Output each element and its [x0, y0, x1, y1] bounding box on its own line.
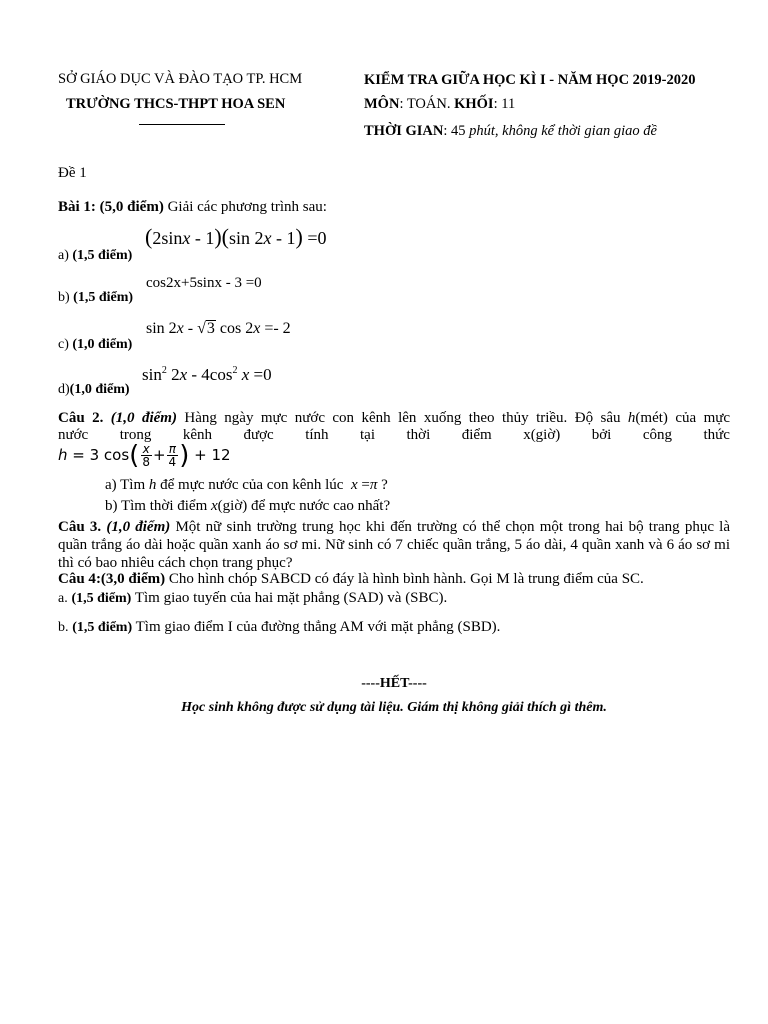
cau2-label: Câu 2. [58, 410, 104, 426]
item-d-letter: d) [58, 382, 70, 397]
equation-b: cos2x+5sinx - 3 =0 [146, 275, 262, 291]
school-name: TRƯỜNG THCS-THPT HOA SEN [66, 96, 286, 112]
time-line [364, 123, 657, 140]
cau4-a-points: (1,5 điểm) [71, 591, 132, 606]
cau4-a-text: Tìm giao tuyến của hai mặt phẳng (SAD) và (SBC). [134, 590, 448, 606]
cau4-b-text: Tìm giao điểm I của đường thẳng AM với mặt phẳng (SBD). [135, 619, 501, 635]
exam-code: Đề 1 [58, 165, 87, 181]
cau2-var-h: h [627, 410, 636, 426]
equation-a: (2sinx - 1)(sin 2x - 1) =0 [145, 224, 327, 249]
sub-a-end: ? [381, 477, 388, 493]
word: tính [305, 427, 329, 443]
cau4-a [58, 590, 447, 607]
cau4-b-letter: b. [58, 620, 69, 635]
footer-note: Học sinh không được sử dụng tài liệu. Giám thị không giải thích gì thêm. [181, 700, 607, 715]
word: kênh [182, 427, 213, 443]
subject-label: MÔN [364, 96, 400, 112]
bai1-points: (5,0 điểm) [99, 199, 164, 215]
sub-a-post: để mực nước của con kênh lúc [160, 477, 344, 493]
cau2-line2 [58, 427, 730, 444]
item-b-letter: b) [58, 290, 70, 305]
subject-value: : TOÁN. [399, 96, 451, 112]
department-name: SỞ GIÁO DỤC VÀ ĐÀO TẠO TP. HCM [58, 71, 303, 87]
item-a-points: (1,5 điểm) [72, 248, 133, 263]
time-note: phút, không kể thời gian giao đề [469, 123, 657, 139]
word: trong [119, 427, 152, 443]
cau2-points: (1,0 điểm) [110, 410, 177, 426]
bai1-prompt: Giải các phương trình sau: [167, 199, 327, 215]
cau2-text-end: (mét) của mực [635, 410, 731, 426]
cau3-label: Câu 3. [58, 519, 102, 535]
sub-b-var: x [210, 498, 218, 514]
bai1-label: Bài 1: [58, 199, 96, 215]
cau4-heading [58, 571, 644, 588]
item-d [58, 382, 130, 398]
subject-line [364, 96, 515, 113]
word: được [243, 427, 274, 443]
end-marker: ----HẾT---- [361, 676, 427, 691]
grade-value: : 11 [493, 96, 516, 112]
header-divider [139, 124, 225, 125]
item-a [58, 248, 132, 264]
cau4-points: :(3,0 điểm) [95, 571, 166, 587]
cau4-a-letter: a. [58, 591, 68, 606]
word: điểm [461, 427, 492, 443]
word: thời [406, 427, 431, 443]
cau4-text: Cho hình chóp SABCD có đáy là hình bình hành. Gọi M là trung điểm của SC. [168, 571, 644, 587]
cau4-b-points: (1,5 điểm) [72, 620, 133, 635]
item-c-points: (1,0 điểm) [72, 337, 133, 352]
word: bởi [591, 427, 612, 443]
cau4-b [58, 619, 500, 636]
word: thức [703, 427, 730, 443]
cau2-sub-a [105, 477, 388, 494]
item-d-points: (1,0 điểm) [69, 382, 130, 397]
cau2-text: Hàng ngày mực nước con kênh lên xuống theo thủy triều. Độ sâu [184, 410, 621, 426]
item-b [58, 290, 133, 306]
exam-title: KIỂM TRA GIỮA HỌC KÌ I - NĂM HỌC 2019-2020 [364, 72, 696, 88]
sub-a-var: h [148, 477, 157, 493]
formula-h: h = 3 cos( $\frac{x}{8}$ + $\frac{\pi}{4}$ ) + 12 [58, 440, 231, 471]
word: tại [360, 427, 375, 443]
item-c-letter: c) [58, 337, 69, 352]
cau4-label: Câu 4 [58, 571, 96, 587]
equation-c: sin 2x - √3 cos 2x =- 2 [146, 320, 291, 337]
cau3-paragraph [58, 518, 730, 572]
word: x(giờ) [523, 427, 561, 443]
sub-b-post: (giờ) để mực nước cao nhất? [217, 498, 391, 514]
cau2-line1 [58, 409, 730, 427]
word: công [642, 427, 672, 443]
sub-a-pre: a) Tìm [105, 477, 146, 493]
item-b-points: (1,5 điểm) [73, 290, 134, 305]
item-a-letter: a) [58, 248, 69, 263]
cau3-text: Một nữ sinh trường trung học khi đến trường có thể chọn một trong hai bộ trang phục là quần trắng áo dài hoặc quần xanh áo sơ mi. Nữ sinh có 7 chiếc quần trắng, 5 áo dài, 4 quần xanh và 6 áo sơ mi thì có bao nhiêu cách chọn trang phục? [58, 519, 730, 571]
time-value: : 45 [443, 123, 466, 139]
time-label: THỜI GIAN [364, 123, 444, 139]
sub-a-math: x =π [350, 477, 378, 493]
sub-b-pre: b) Tìm thời điểm [105, 498, 208, 514]
grade-label: KHỐI [454, 96, 494, 112]
bai1-heading [58, 199, 327, 216]
item-c [58, 337, 132, 353]
word: nước [58, 427, 89, 443]
equation-d: $\sin^2 2x - 4\cos^2$ x =0 [142, 365, 272, 384]
cau2-sub-b [105, 498, 390, 515]
cau3-points: (1,0 điểm) [106, 519, 171, 535]
